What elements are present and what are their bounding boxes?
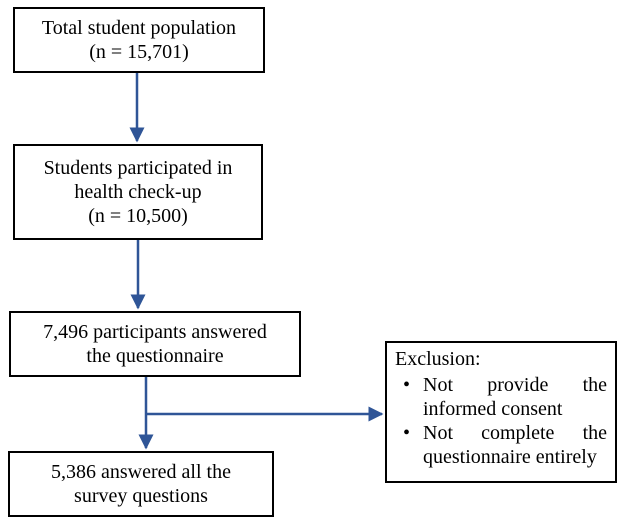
exclusion-item-word: the [582, 374, 607, 396]
box-final-line1: 5,386 answered all the [51, 461, 231, 483]
box-checkup-line3: (n = 10,500) [88, 205, 188, 227]
exclusion-item-word: complete [481, 422, 555, 444]
box-answered-all [8, 451, 274, 517]
box-answered-questionnaire [9, 311, 301, 377]
box-checkup-line2: health check-up [74, 181, 202, 203]
exclusion-item [395, 421, 607, 469]
box-total-line1: Total student population [41, 17, 237, 39]
box-total-population [13, 7, 265, 73]
exclusion-item-word: Not [423, 374, 453, 396]
exclusion-item-word: Not [423, 422, 453, 444]
box-final-line2: survey questions [74, 485, 208, 507]
box-total-line2: (n = 15,701) [89, 41, 189, 63]
exclusion-item [395, 373, 607, 421]
bullet-icon: • [403, 422, 411, 444]
exclusion-item-line2: questionnaire entirely [423, 446, 597, 468]
box-health-checkup [13, 144, 263, 240]
exclusion-item-word: the [582, 422, 607, 444]
exclusion-title: Exclusion: [395, 348, 481, 370]
exclusion-item-word: provide [487, 374, 549, 396]
bullet-icon: • [403, 374, 411, 396]
box-answered-line1: 7,496 participants answered [43, 321, 267, 343]
box-checkup-line1: Students participated in [43, 157, 233, 179]
box-exclusion [385, 341, 617, 483]
exclusion-item-line2: informed consent [423, 398, 563, 420]
box-answered-line2: the questionnaire [86, 345, 224, 367]
